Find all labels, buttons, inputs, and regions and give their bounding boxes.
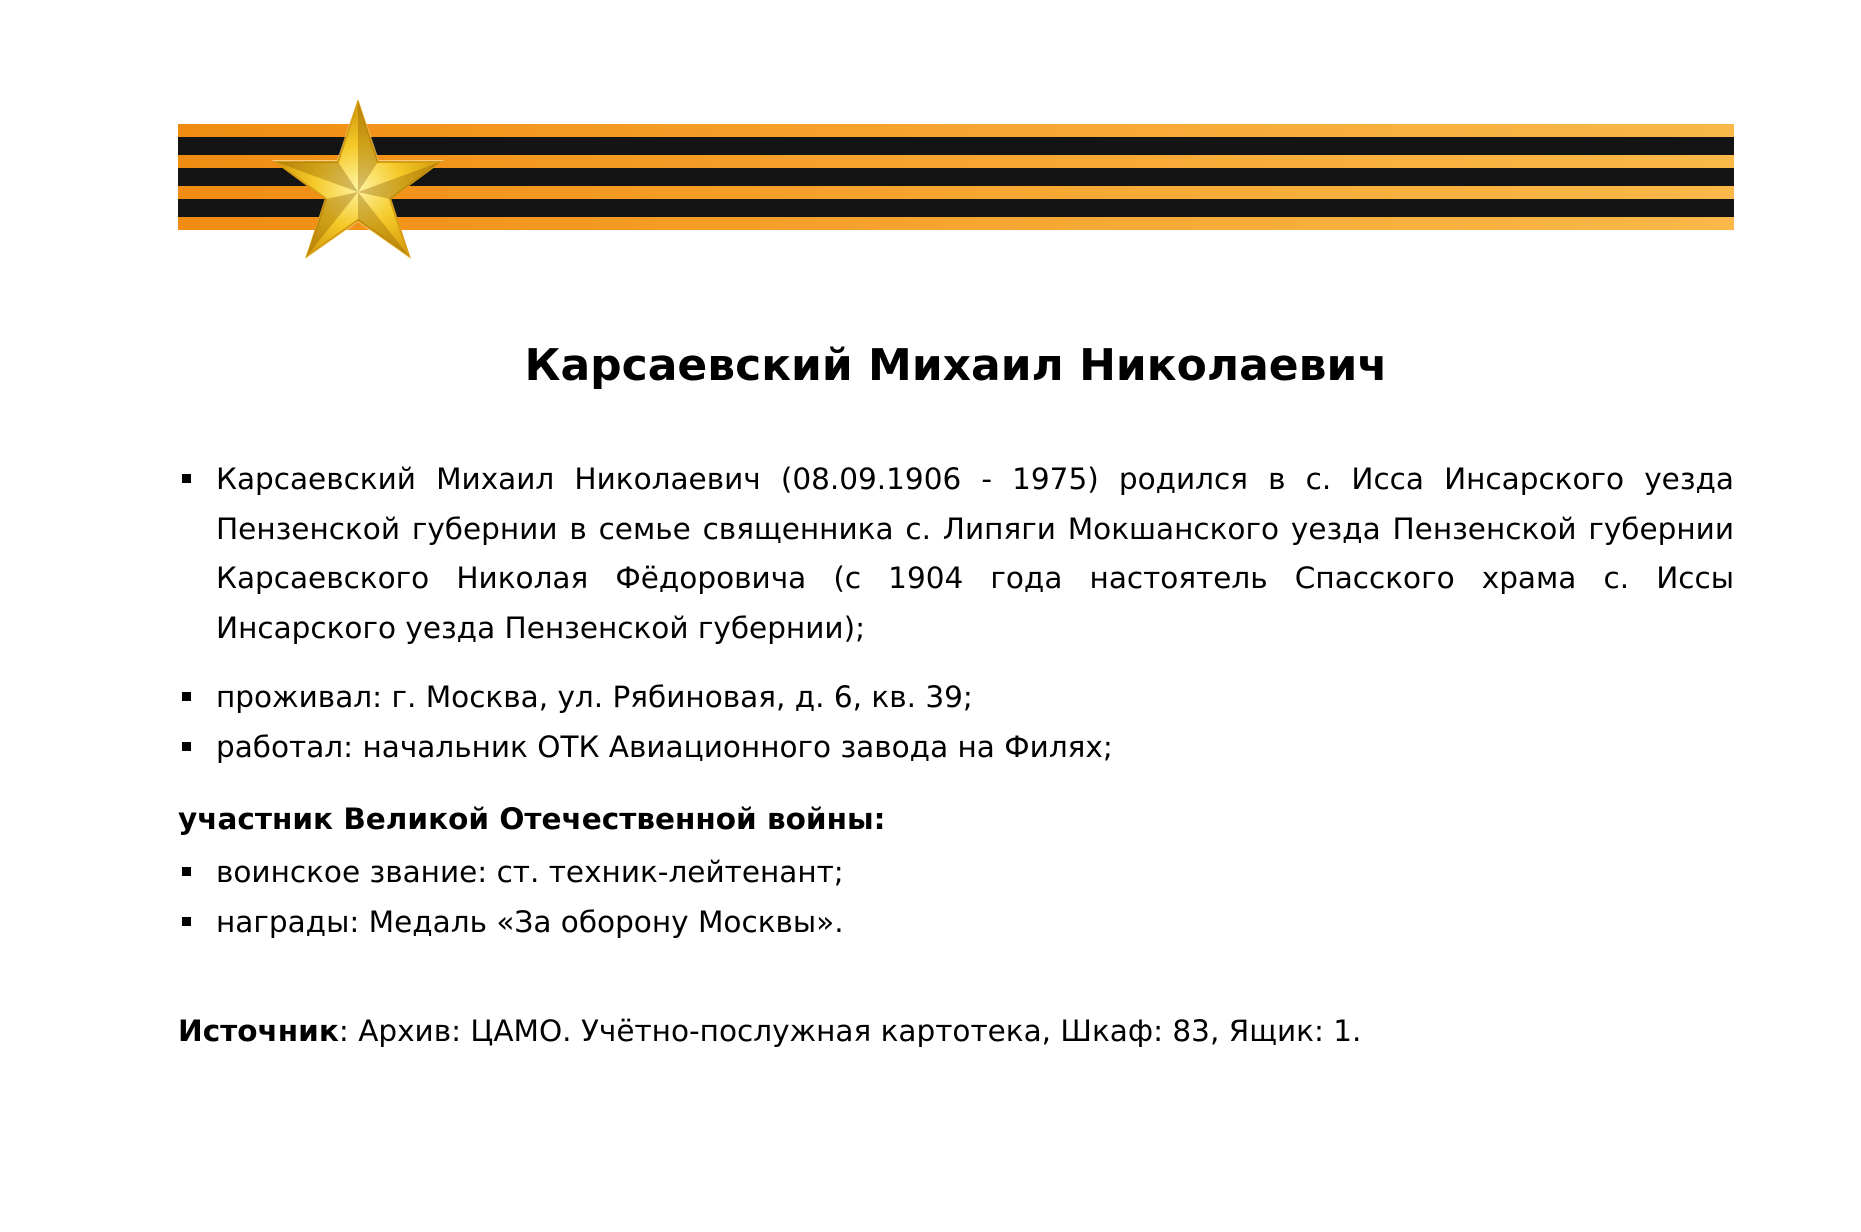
list-item: работал: начальник ОТК Авиационного завода на Филях; bbox=[178, 723, 1734, 773]
star-icon bbox=[270, 96, 446, 262]
main-content bbox=[178, 455, 1734, 947]
source-text: : Архив: ЦАМО. Учётно-послужная картотека, Шкаф: 83, Ящик: 1. bbox=[338, 1014, 1362, 1048]
page-title: Карсаевский Михаил Николаевич bbox=[524, 340, 1388, 391]
bio-list bbox=[178, 455, 1734, 772]
section-heading: участник Великой Отечественной войны: bbox=[178, 802, 886, 836]
list-item: воинское звание: ст. техник-лейтенант; bbox=[178, 848, 1734, 898]
source-line bbox=[178, 1006, 1361, 1056]
header-decoration bbox=[0, 0, 1861, 300]
list-item: награды: Медаль «За оборону Москвы». bbox=[178, 898, 1734, 948]
source-label: Источник bbox=[178, 1014, 339, 1048]
war-list bbox=[178, 848, 1734, 947]
list-item: проживал: г. Москва, ул. Рябиновая, д. 6, кв. 39; bbox=[178, 673, 1734, 723]
list-item: Карсаевский Михаил Николаевич (08.09.1906 - 1975) родился в с. Исса Инсарского уезда Пензенской губернии в семье священника с. Липяги Мокшанского уезда Пензенской губернии Карсаевского Николая Фёдоровича (с 1904 года настоятель Спасского храма с. Иссы Инсарского уезда Пензенской губернии); bbox=[178, 455, 1734, 653]
